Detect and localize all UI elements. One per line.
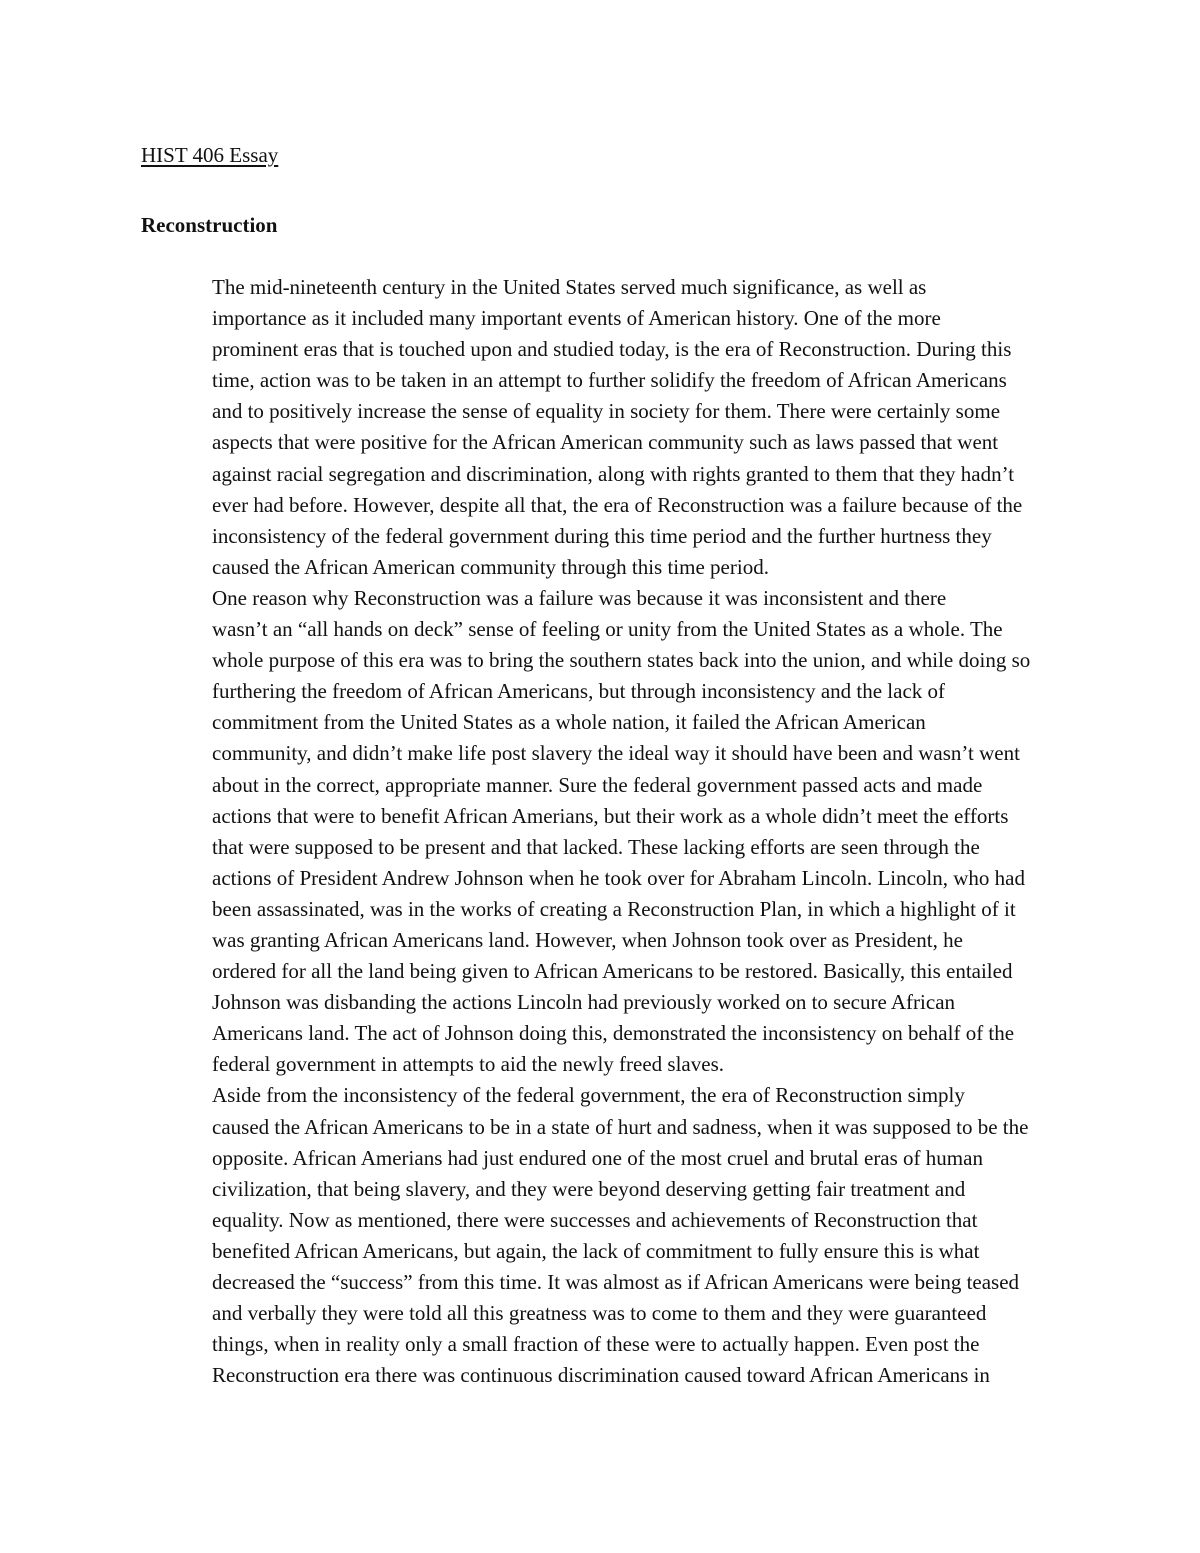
paragraph-line: caused the African Americans to be in a state of hurt and sadness, when it was supposed to be the: [212, 1114, 1029, 1139]
paragraph-line: and to positively increase the sense of equality in society for them. There were certainly some: [212, 399, 1001, 424]
essay-paragraph: [141, 583, 1066, 1081]
paragraph-line: and verbally they were told all this greatness was to come to them and they were guaranteed: [212, 1301, 987, 1326]
paragraph-line: commitment from the United States as a whole nation, it failed the African American: [212, 710, 926, 735]
paragraph-line: The mid-nineteenth century in the United States served much significance, as well as: [212, 275, 927, 299]
course-title: HIST 406 Essay: [141, 143, 279, 167]
paragraph-line: actions of President Andrew Johnson when he took over for Abraham Lincoln. Lincoln, who had: [212, 865, 1026, 890]
section-title: Reconstruction: [141, 213, 278, 237]
paragraph-line: Johnson was disbanding the actions Lincoln had previously worked on to secure African: [212, 990, 956, 1015]
paragraph-line: decreased the “success” from this time. It was almost as if African Americans were being teased: [212, 1270, 1020, 1294]
paragraph-line: furthering the freedom of African Americans, but through inconsistency and the lack of: [212, 679, 946, 704]
paragraph-line: ordered for all the land being given to African Americans to be restored. Basically, this entailed: [212, 959, 1013, 984]
paragraph-line: caused the African American community through this time period.: [212, 554, 769, 579]
paragraph-line: wasn’t an “all hands on deck” sense of feeling or unity from the United States as a whole. The: [212, 617, 1003, 642]
paragraph-line: was granting African Americans land. However, when Johnson took over as President, he: [212, 927, 963, 952]
paragraph-line: community, and didn’t make life post slavery the ideal way it should have been and wasn’t went: [212, 741, 1020, 766]
paragraph-line: inconsistency of the federal government during this time period and the further hurtness they: [212, 523, 992, 548]
paragraph-line: opposite. African Amerians had just endured one of the most cruel and brutal eras of human: [212, 1145, 983, 1170]
document-content: [141, 140, 1066, 1391]
paragraph-line: One reason why Reconstruction was a failure was because it was inconsistent and there: [212, 585, 947, 610]
paragraph-line: civilization, that being slavery, and they were beyond deserving getting fair treatment and: [212, 1176, 966, 1201]
essay-body: [141, 272, 1066, 1391]
paragraph-line: Americans land. The act of Johnson doing this, demonstrated the inconsistency on behalf of the: [212, 1021, 1015, 1046]
paragraph-line: benefited African Americans, but again, the lack of commitment to fully ensure this is what: [212, 1238, 980, 1263]
paragraph-line: time, action was to be taken in an attempt to further solidify the freedom of African Americans: [212, 368, 1007, 393]
paragraph-line: federal government in attempts to aid the newly freed slaves.: [212, 1052, 724, 1077]
paragraph-line: things, when in reality only a small fraction of these were to actually happen. Even post the: [212, 1332, 980, 1357]
paragraph-line: Aside from the inconsistency of the federal government, the era of Reconstruction simply: [212, 1083, 965, 1108]
paragraph-line: against racial segregation and discrimination, along with rights granted to them that they hadn’t: [212, 461, 1015, 486]
paragraph-line: aspects that were positive for the African American community such as laws passed that went: [212, 430, 999, 455]
essay-paragraph: [141, 272, 1066, 583]
paragraph-line: equality. Now as mentioned, there were successes and achievements of Reconstruction that: [212, 1207, 978, 1232]
paragraph-line: actions that were to benefit African Amerians, but their work as a whole didn’t meet the efforts: [212, 803, 1009, 828]
paragraph-line: been assassinated, was in the works of creating a Reconstruction Plan, in which a highlight of it: [212, 896, 1016, 921]
paragraph-line: about in the correct, appropriate manner. Sure the federal government passed acts and made: [212, 772, 983, 797]
paragraph-line: Reconstruction era there was continuous discrimination caused toward African Americans in: [212, 1363, 990, 1388]
essay-paragraph: [141, 1080, 1066, 1391]
paragraph-line: ever had before. However, despite all that, the era of Reconstruction was a failure because of the: [212, 492, 1023, 517]
paragraph-line: importance as it included many important events of American history. One of the more: [212, 306, 941, 331]
paragraph-line: that were supposed to be present and that lacked. These lacking efforts are seen through the: [212, 834, 980, 859]
paragraph-line: whole purpose of this era was to bring the southern states back into the union, and while doing so: [212, 648, 1031, 673]
paragraph-line: prominent eras that is touched upon and studied today, is the era of Reconstruction. During this: [212, 337, 1012, 362]
